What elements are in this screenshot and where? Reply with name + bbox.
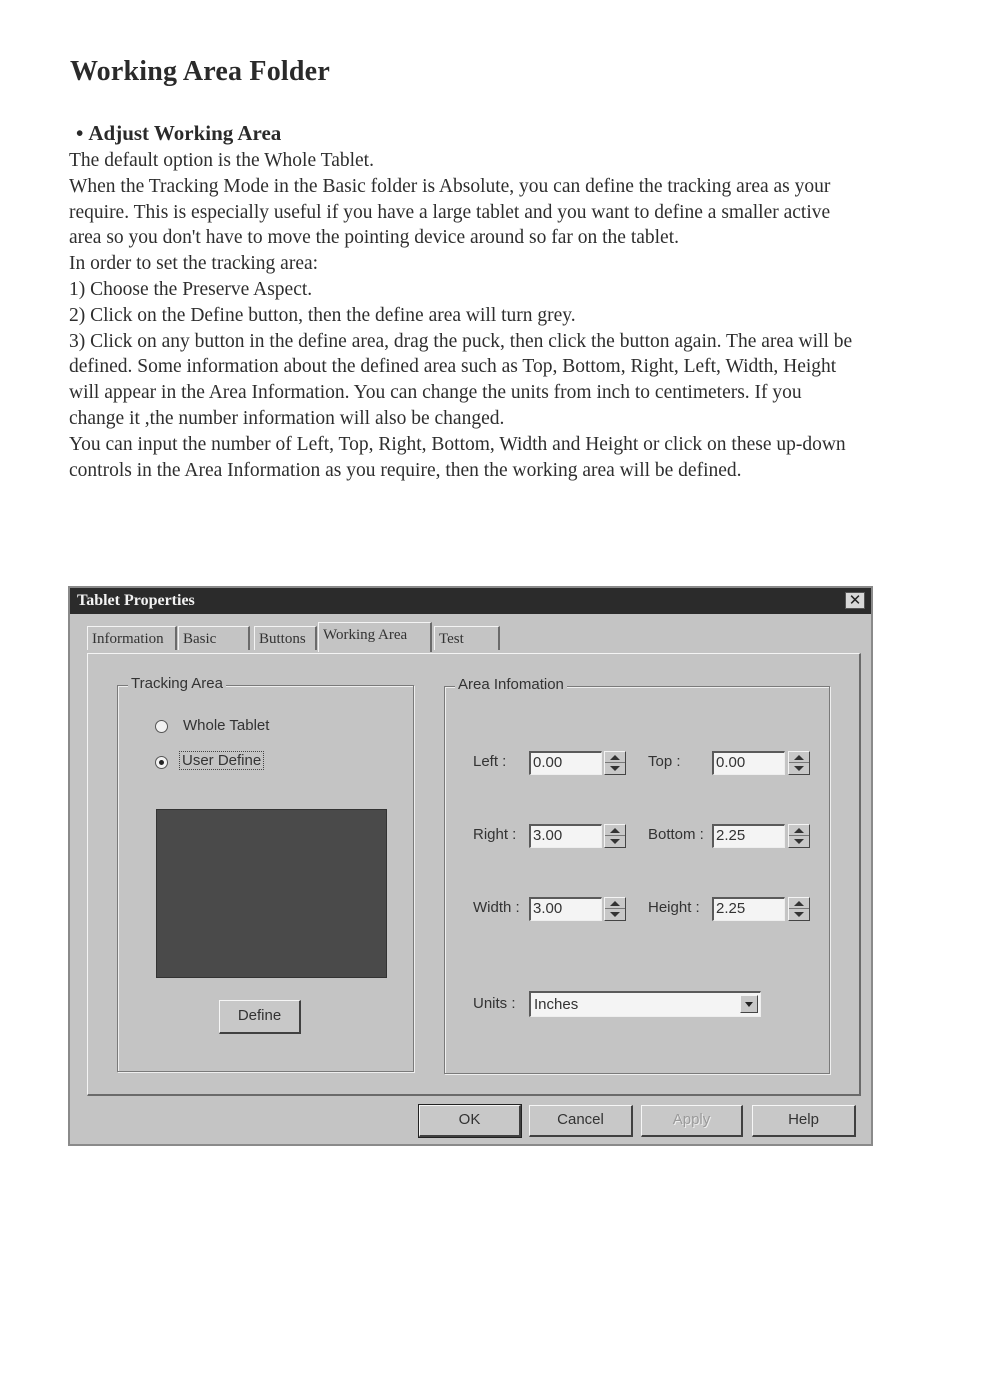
radio-checked-icon[interactable]: [155, 756, 168, 769]
left-input[interactable]: 0.00: [529, 751, 602, 775]
tab-basic[interactable]: Basic: [178, 626, 250, 650]
top-input[interactable]: 0.00: [712, 751, 785, 775]
cancel-button[interactable]: Cancel: [529, 1105, 633, 1137]
tab-buttons[interactable]: Buttons: [254, 626, 317, 650]
area-information-group: [444, 676, 830, 1074]
body-text: [69, 148, 859, 483]
bottom-input[interactable]: 2.25: [712, 824, 785, 848]
tablet-properties-dialog: [68, 586, 873, 1146]
dialog-titlebar[interactable]: [70, 588, 871, 614]
width-input[interactable]: 3.00: [529, 897, 602, 921]
page-title: Working Area Folder: [70, 56, 330, 87]
right-label: Right :: [473, 826, 517, 843]
left-label: Left :: [473, 753, 507, 770]
step-item: 2) Click on the Define button, then the define area will turn grey.: [69, 304, 576, 326]
section-heading-text: Adjust Working Area: [88, 121, 282, 145]
tab-working-area[interactable]: Working Area: [318, 622, 432, 652]
whole-tablet-radio[interactable]: [155, 717, 315, 739]
step-item: 3) Click on any button in the define area, drag the puck, then click the button again. The area will be defined. Some information about the defined area such as Top, Bottom, Right, Left, Width, Height will appear in the Area Information. You can change the units from inch to centimeters. If you change it ,the number information will also be changed.: [69, 330, 853, 429]
apply-button[interactable]: Apply: [641, 1105, 743, 1137]
whole-tablet-label: Whole Tablet: [183, 717, 270, 734]
right-input[interactable]: 3.00: [529, 824, 602, 848]
help-button[interactable]: Help: [752, 1105, 856, 1137]
user-define-label: User Define: [179, 751, 264, 770]
chevron-down-icon[interactable]: [740, 995, 758, 1013]
bullet: •: [76, 121, 84, 145]
dialog-title: Tablet Properties: [77, 592, 195, 609]
top-label: Top :: [648, 753, 681, 770]
height-input[interactable]: 2.25: [712, 897, 785, 921]
bottom-label: Bottom :: [648, 826, 704, 843]
height-label: Height :: [648, 899, 700, 916]
width-spinner-icon[interactable]: [604, 897, 626, 921]
step-item: 1) Choose the Preserve Aspect.: [69, 278, 313, 300]
tracking-area-legend: Tracking Area: [128, 675, 226, 692]
paragraph: When the Tracking Mode in the Basic folder is Absolute, you can define the tracking area as your require. This is especially useful if you have a large tablet and you want to define a smaller active area so you don't have to move the pointing device around so far on the tablet.: [69, 175, 831, 249]
left-spinner-icon[interactable]: [604, 751, 626, 775]
define-button[interactable]: Define: [219, 1000, 301, 1034]
tab-test[interactable]: Test: [434, 626, 500, 650]
units-value: Inches: [534, 996, 579, 1013]
width-label: Width :: [473, 899, 520, 916]
paragraph: The default option is the Whole Tablet.: [69, 150, 374, 171]
paragraph: In order to set the tracking area:: [69, 253, 319, 275]
tracking-area-preview[interactable]: [156, 809, 387, 978]
paragraph: You can input the number of Left, Top, Right, Bottom, Width and Height or click on these up-down controls in the Area Information as you require, then the working area will be defined.: [69, 433, 846, 481]
section-heading: [76, 121, 281, 146]
units-select[interactable]: [529, 991, 761, 1017]
units-label: Units :: [473, 995, 516, 1012]
working-area-panel: [87, 653, 861, 1096]
right-spinner-icon[interactable]: [604, 824, 626, 848]
ok-button[interactable]: OK: [419, 1105, 521, 1137]
tab-information[interactable]: Information: [87, 626, 177, 650]
radio-icon[interactable]: [155, 720, 168, 733]
tracking-area-group: [117, 675, 414, 1072]
area-information-legend: Area Infomation: [455, 676, 567, 693]
top-spinner-icon[interactable]: [788, 751, 810, 775]
height-spinner-icon[interactable]: [788, 897, 810, 921]
user-define-radio[interactable]: [155, 753, 315, 775]
bottom-spinner-icon[interactable]: [788, 824, 810, 848]
close-icon[interactable]: ✕: [845, 592, 865, 609]
